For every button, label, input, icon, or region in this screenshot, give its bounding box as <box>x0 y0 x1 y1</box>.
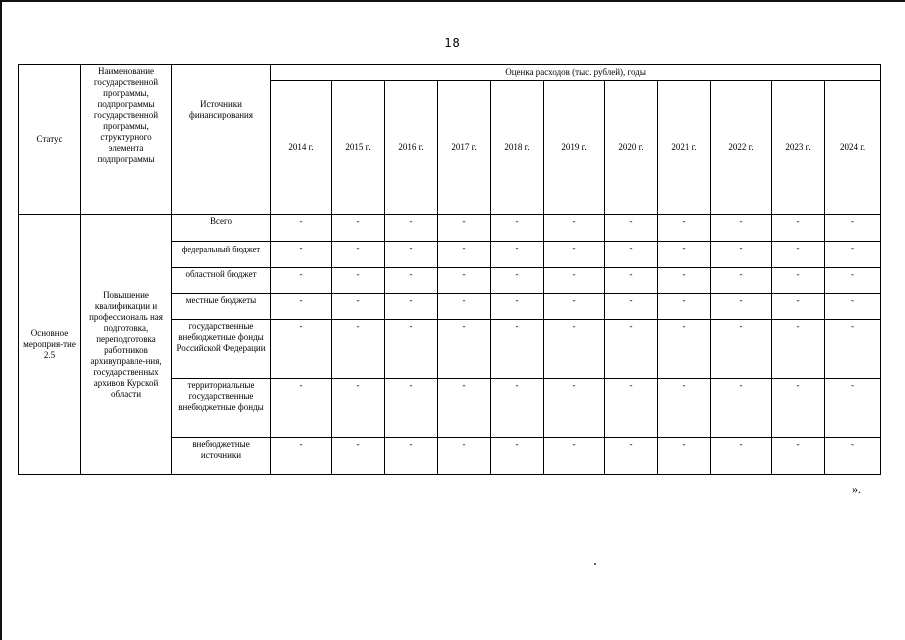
value-cell: - <box>711 215 772 242</box>
budget-table <box>18 64 881 475</box>
value-cell: - <box>332 268 385 294</box>
value-cell: - <box>825 215 881 242</box>
value-cell: - <box>658 215 711 242</box>
header-year-2020: 2020 г. <box>605 81 658 215</box>
source-cell: территориальные государственные внебюджетные фонды <box>172 379 271 438</box>
value-cell: - <box>385 438 438 475</box>
page-frame-top <box>0 0 905 2</box>
value-cell: - <box>544 379 605 438</box>
value-cell: - <box>271 242 332 268</box>
source-cell: внебюджетные источники <box>172 438 271 475</box>
value-cell: - <box>332 320 385 379</box>
value-cell: - <box>332 215 385 242</box>
value-cell: - <box>544 268 605 294</box>
value-cell: - <box>438 242 491 268</box>
value-cell: - <box>332 242 385 268</box>
value-cell: - <box>385 379 438 438</box>
value-cell: - <box>332 379 385 438</box>
value-cell: - <box>772 215 825 242</box>
source-cell: областной бюджет <box>172 268 271 294</box>
value-cell: - <box>491 438 544 475</box>
header-sources: Источники финансирования <box>172 65 271 215</box>
value-cell: - <box>605 242 658 268</box>
header-year-2016: 2016 г. <box>385 81 438 215</box>
value-cell: - <box>605 215 658 242</box>
value-cell: - <box>271 320 332 379</box>
value-cell: - <box>711 268 772 294</box>
source-cell: федеральный бюджет <box>172 242 271 268</box>
value-cell: - <box>772 320 825 379</box>
value-cell: - <box>772 379 825 438</box>
value-cell: - <box>711 379 772 438</box>
value-cell: - <box>605 379 658 438</box>
page-number: 18 <box>444 36 461 50</box>
value-cell: - <box>271 215 332 242</box>
value-cell: - <box>825 268 881 294</box>
value-cell: - <box>332 438 385 475</box>
value-cell: - <box>605 294 658 320</box>
value-cell: - <box>658 242 711 268</box>
value-cell: - <box>385 268 438 294</box>
value-cell: - <box>385 242 438 268</box>
value-cell: - <box>438 320 491 379</box>
header-name: Наименование государственной программы, подпрограммы государственной программы, структурного элемента подпрограммы <box>81 65 172 215</box>
value-cell: - <box>772 242 825 268</box>
header-year-2018: 2018 г. <box>491 81 544 215</box>
value-cell: - <box>605 438 658 475</box>
value-cell: - <box>711 320 772 379</box>
value-cell: - <box>825 379 881 438</box>
table-row <box>19 215 881 242</box>
header-year-2021: 2021 г. <box>658 81 711 215</box>
source-cell: государственные внебюджетные фонды Российской Федерации <box>172 320 271 379</box>
header-year-2017: 2017 г. <box>438 81 491 215</box>
header-status: Статус <box>19 65 81 215</box>
value-cell: - <box>271 294 332 320</box>
value-cell: - <box>544 215 605 242</box>
value-cell: - <box>711 294 772 320</box>
program-name-cell: Повышение квалификации и профессиональ ная подготовка, переподготовка работников архивуправле-ния, государственных архивов Курской области <box>81 215 172 475</box>
value-cell: - <box>438 379 491 438</box>
value-cell: - <box>491 294 544 320</box>
value-cell: - <box>385 320 438 379</box>
value-cell: - <box>438 215 491 242</box>
value-cell: - <box>438 294 491 320</box>
closing-quote-mark: ». <box>852 482 861 496</box>
header-year-2022: 2022 г. <box>711 81 772 215</box>
value-cell: - <box>438 438 491 475</box>
value-cell: - <box>658 268 711 294</box>
value-cell: - <box>385 294 438 320</box>
header-year-2014: 2014 г. <box>271 81 332 215</box>
header-costs: Оценка расходов (тыс. рублей), годы <box>271 65 881 81</box>
value-cell: - <box>772 268 825 294</box>
value-cell: - <box>491 242 544 268</box>
value-cell: - <box>658 438 711 475</box>
source-cell: Всего <box>172 215 271 242</box>
status-cell: Основное мероприя-тие 2.5 <box>19 215 81 475</box>
value-cell: - <box>271 268 332 294</box>
scan-speck <box>594 563 596 565</box>
value-cell: - <box>825 242 881 268</box>
header-year-2019: 2019 г. <box>544 81 605 215</box>
value-cell: - <box>711 242 772 268</box>
value-cell: - <box>825 438 881 475</box>
value-cell: - <box>658 379 711 438</box>
header-year-2024: 2024 г. <box>825 81 881 215</box>
source-cell: местные бюджеты <box>172 294 271 320</box>
value-cell: - <box>711 438 772 475</box>
value-cell: - <box>271 379 332 438</box>
value-cell: - <box>438 268 491 294</box>
value-cell: - <box>491 215 544 242</box>
value-cell: - <box>825 320 881 379</box>
value-cell: - <box>544 294 605 320</box>
value-cell: - <box>605 320 658 379</box>
value-cell: - <box>385 215 438 242</box>
value-cell: - <box>332 294 385 320</box>
header-year-2023: 2023 г. <box>772 81 825 215</box>
value-cell: - <box>544 242 605 268</box>
page-frame-left <box>0 0 2 640</box>
header-year-2015: 2015 г. <box>332 81 385 215</box>
value-cell: - <box>491 379 544 438</box>
value-cell: - <box>544 320 605 379</box>
value-cell: - <box>772 438 825 475</box>
value-cell: - <box>772 294 825 320</box>
value-cell: - <box>544 438 605 475</box>
value-cell: - <box>271 438 332 475</box>
value-cell: - <box>658 294 711 320</box>
value-cell: - <box>491 268 544 294</box>
value-cell: - <box>491 320 544 379</box>
value-cell: - <box>658 320 711 379</box>
value-cell: - <box>825 294 881 320</box>
value-cell: - <box>605 268 658 294</box>
